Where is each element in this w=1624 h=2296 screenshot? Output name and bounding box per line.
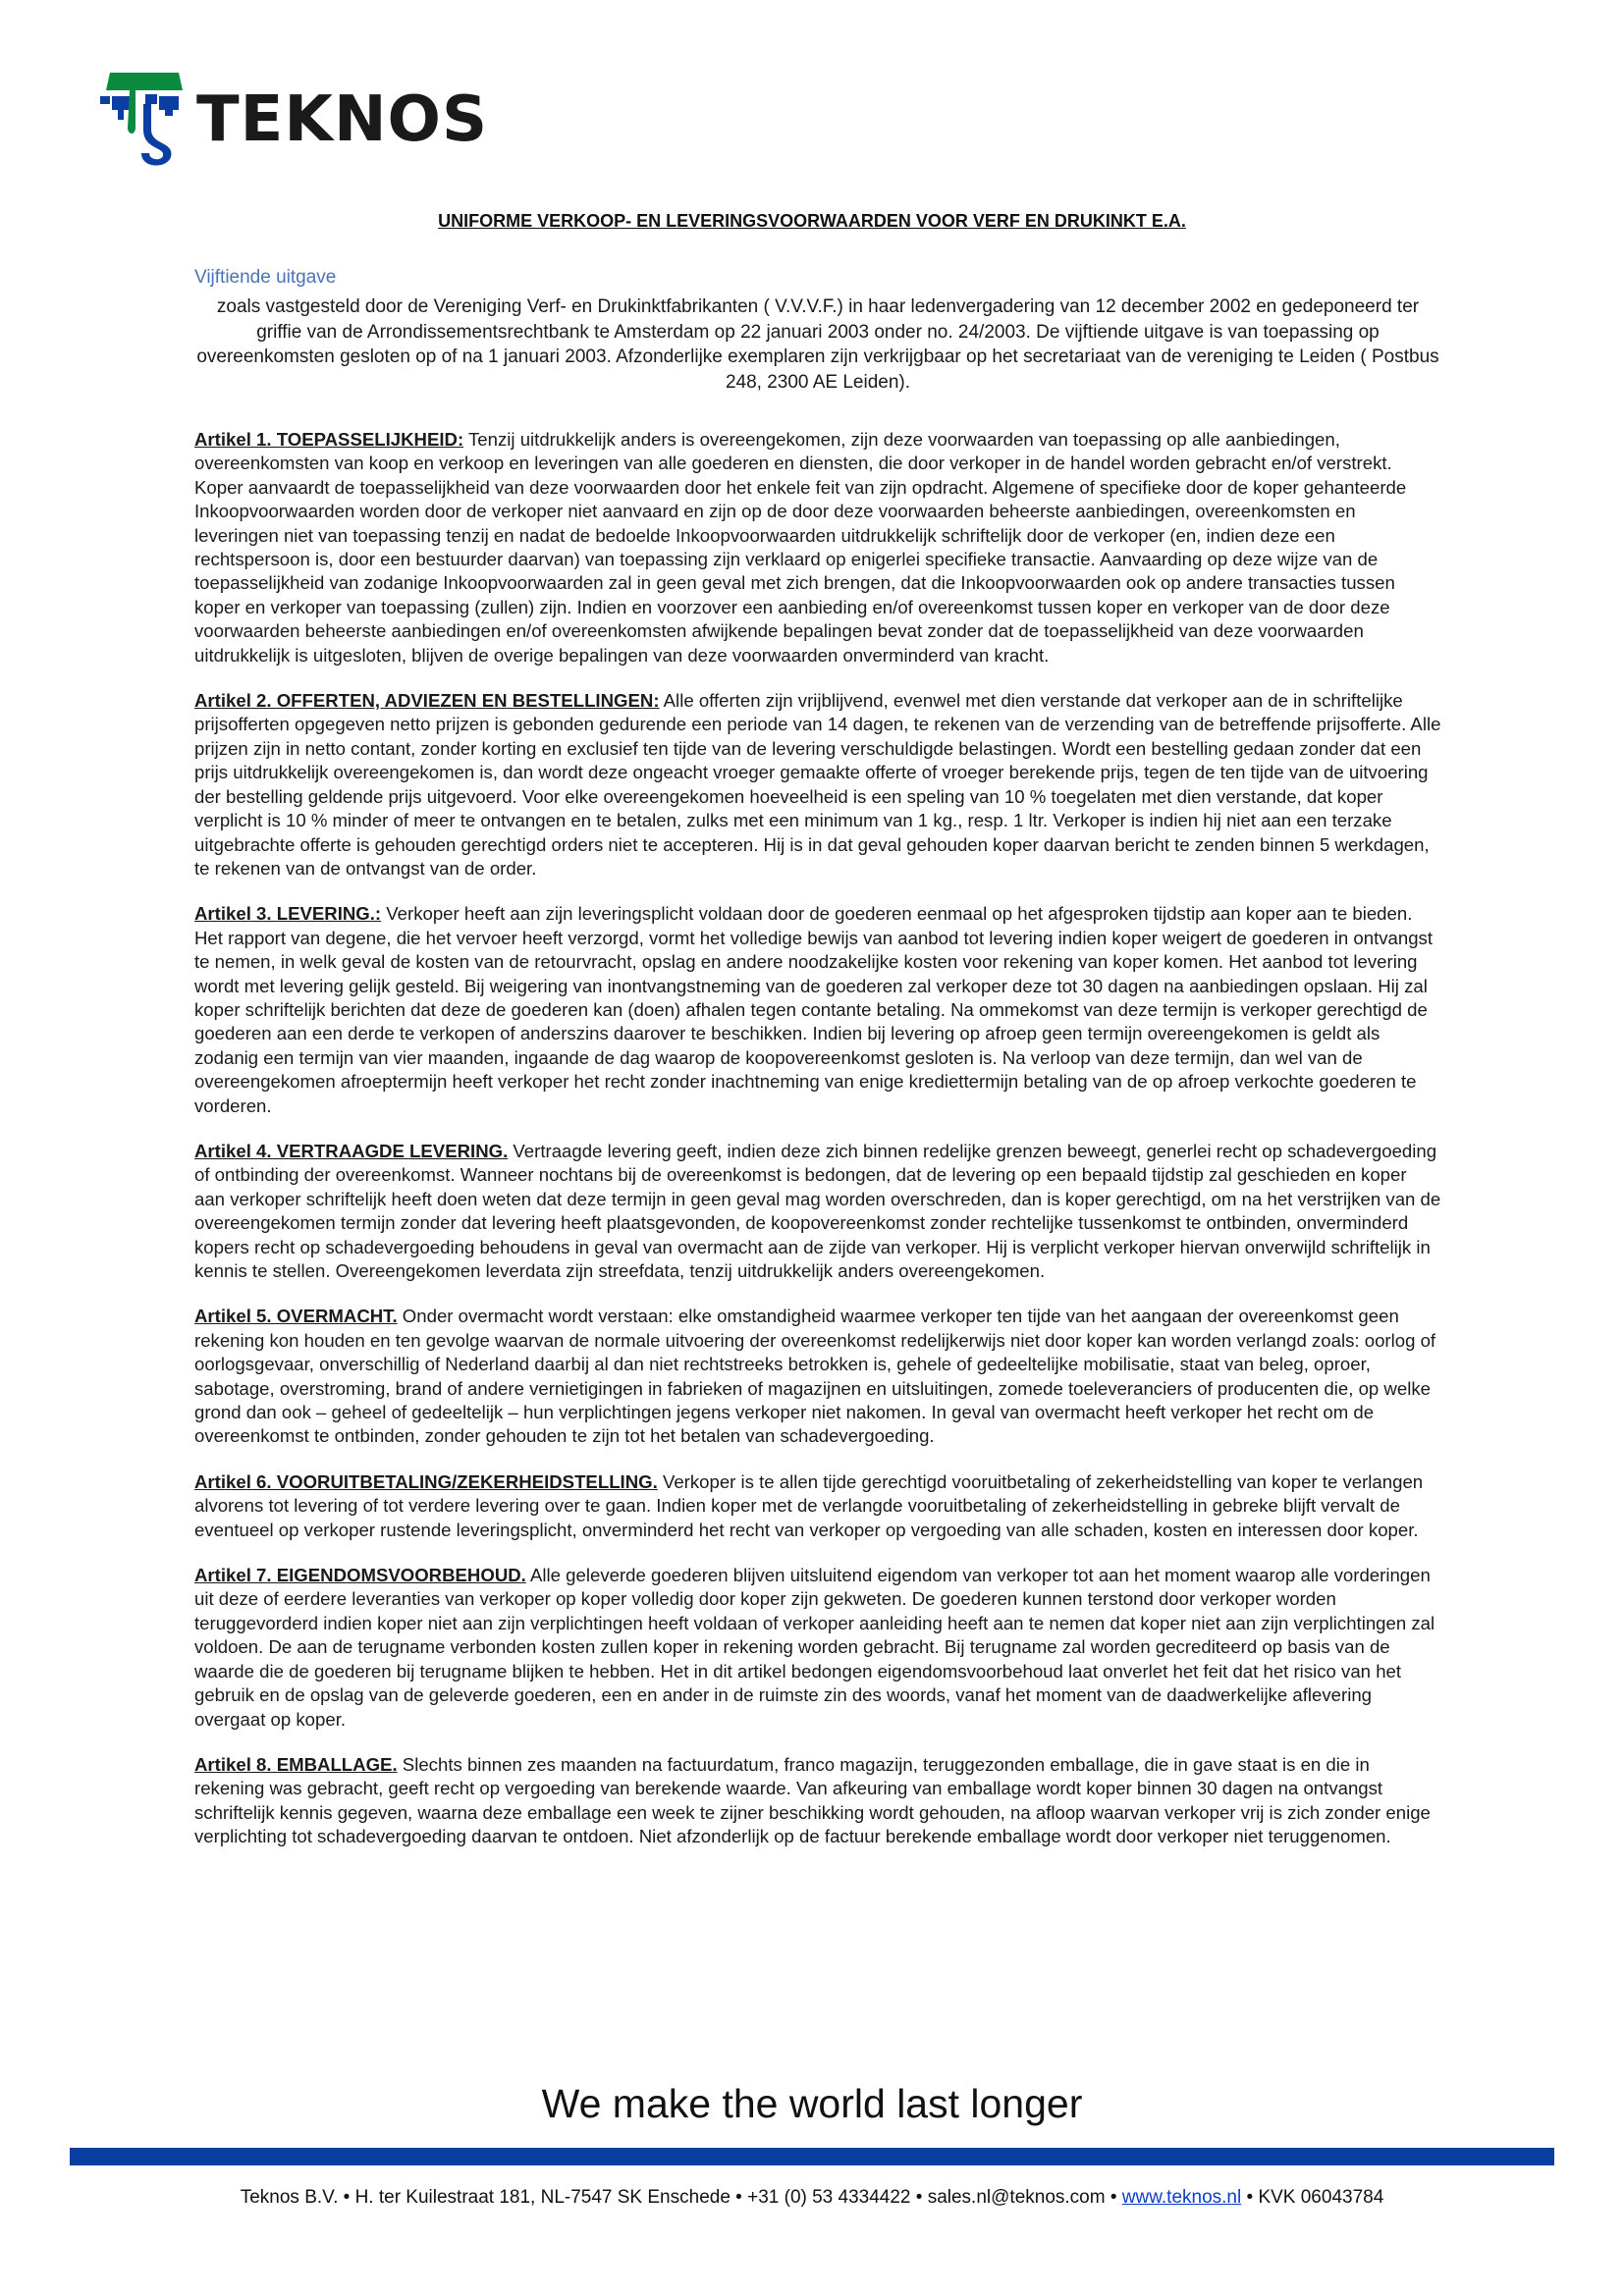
teknos-logo [100,71,489,169]
article-heading: Artikel 5. OVERMACHT. [194,1306,398,1327]
article-2 [194,689,1441,881]
article-heading: Artikel 4. VERTRAAGDE LEVERING. [194,1140,509,1161]
edition-label: Vijftiende uitgave [194,267,337,288]
article-body: Alle geleverde goederen blijven uitsluitend eigendom van verkoper tot aan het moment waarop alle vorderingen uit deze of eerdere leveranties van verkoper op koper volledig door koper zijn gekweten. De goederen kunnen terstond door verkoper worden teruggevorderd indien koper niet aan zijn verplichtingen heeft voldaan of verkoper aanleiding heeft aan te nemen dat koper niet aan zijn verplichtingen zal voldoen. De aan de terugname verbonden kosten zullen koper in rekening worden gebracht. Bij terugname zal worden gecrediteerd op basis van de waarde die de goederen bij terugname blijken te hebben. Het in dit artikel bedongen eigendomsvoorbehoud laat onverlet het feit dat het risico van het gebruik en de opslag van de geleverde goederen, een en ander in de ruimste zin des woords, vanaf het moment van de daadwerkelijke aflevering overgaat op koper. [194,1565,1435,1730]
brand-name: TEKNOS [196,83,489,156]
article-body: Verkoper heeft aan zijn leveringsplicht voldaan door de goederen eenmaal op het afgesproken tijdstip aan koper aan te bieden. Het rapport van degene, die het vervoer heeft verzorgd, vormt het volledige bewijs van aanbod tot levering indien koper weigert de goederen in ontvangst te nemen, in welk geval de kosten van de retourvracht, opslag en andere noodzakelijke kosten voor rekening van koper komen. Het aanbod tot levering wordt met levering gelijk gesteld. Bij weigering van inontvangstneming van de goederen zal verkoper deze tot 30 dagen na aanbiedingen opslaan. Hij zal koper schriftelijk berichten dat deze de goederen kan (doen) afhalen tegen contante betaling. Na ommekomst van deze termijn is verkoper gerechtigd de goederen aan een derde te verkopen of anderszins daarover te beschikken. Indien bij levering op afroep geen termijn overeengekomen is geldt als zodanig een termijn van vier maanden, ingaande de dag waarop de koopovereenkomst gesloten is. Na verloop van deze termijn, dan wel van de overeengekomen afroeptermijn heeft verkoper het recht zonder inachtneming van enige krediettermijn betaling van de op afroep verkochte goederen te vorderen. [194,903,1434,1116]
article-heading: Artikel 8. EMBALLAGE. [194,1753,398,1775]
footer-divider-bar [70,2148,1554,2165]
article-body: Verkoper is te allen tijde gerechtigd vooruitbetaling of zekerheidstelling van koper te verlangen alvorens tot levering of tot verdere levering over te gaan. Indien koper met de verlangde vooruitbetaling of zekerheidstelling in gebreke blijft vervalt de eventueel op verkoper rustende leveringsplicht, onverminderd het recht van verkoper op vergoeding van alle schaden, kosten en interessen door koper. [194,1470,1424,1540]
article-heading: Artikel 6. VOORUITBETALING/ZEKERHEIDSTELLING. [194,1470,658,1492]
article-8 [194,1753,1441,1849]
article-body: Alle offerten zijn vrijblijvend, evenwel met dien verstande dat verkoper aan de in schriftelijke prijsofferten opgegeven netto prijzen is gebonden gedurende een periode van 14 dagen, te rekenen van de verzending van de betreffende prijsofferte. Alle prijzen zijn in netto contant, zonder korting en exclusief ten tijde van de levering verschuldigde belastingen. Wordt een bestelling gedaan zonder dat een prijs uitdrukkelijk overeengekomen is, dan wordt deze ongeacht vroeger gemaakte offerte of vroeger berekende prijs, tegen de ten tijde van de uitvoering der bestelling geldende prijs uitgevoerd. Voor elke overeengekomen hoeveelheid is een speling van 10 % toegelaten met dien verstande, dat koper verplicht is 10 % minder of meer te ontvangen en te betalen, zulks met een minimum van 1 kg., resp. 1 ltr. Verkoper is indien hij niet aan een terzake uitgebrachte offerte is gehouden gerechtigd orders niet te accepteren. Hij is in dat geval gehouden koper daarvan bericht te zenden binnen 5 werkdagen, te rekenen van de ontvangst van de order. [194,690,1441,879]
article-3 [194,902,1441,1118]
article-6 [194,1470,1441,1542]
article-7 [194,1564,1441,1732]
article-body: Vertraagde levering geeft, indien deze zich binnen redelijke grenzen beweegt, generlei recht op schadevergoeding of ontbinding der overeenkomst. Wanneer nochtans bij de overeenkomst is bedongen, dat de levering op een bepaald tijdstip zal geschieden en koper aan verkoper schriftelijk heeft doen weten dat deze termijn in geen geval mag worden overschreden, dan is koper gerechtigd, om na het verstrijken van de overeengekomen termijn zonder dat levering heeft plaatsgevonden, de koopovereenkomst zonder rechtelijke tussenkomst te ontbinden, onverminderd kopers recht op schadevergoeding behoudens in geval van overmacht aan de zijde van verkoper. Hij is verplicht verkoper hiervan onverwijld schriftelijk in kennis te stellen. Overeengekomen leverdata zijn streefdata, tenzij uitdrukkelijk anders overeengekomen. [194,1140,1441,1281]
articles-list [194,428,1441,1871]
article-heading: Artikel 1. TOEPASSELIJKHEID: [194,429,464,450]
website-link[interactable]: www.teknos.nl [1121,2187,1242,2208]
footer-contact [0,2187,1624,2209]
article-body: Tenzij uitdrukkelijk anders is overeengekomen, zijn deze voorwaarden van toepassing op alle aanbiedingen, overeenkomsten van koop en verkoop en leveringen van alle goederen en diensten, die door verkoper in de handel worden gebracht en/of verstrekt. Koper aanvaardt de toepasselijkheid van deze voorwaarden door het enkele feit van zijn opdracht. Algemene of specifieke door de koper gehanteerde Inkoopvoorwaarden worden door de verkoper niet aanvaard en zijn op de door deze voorwaarden beheerste aanbiedingen, overeenkomsten en leveringen niet van toepassing tenzij en nadat de bedoelde Inkoopvoorwaarden uitdrukkelijk schriftelijk door de verkoper (en, indien deze een rechtspersoon is, door een bestuurder daarvan) van toepassing zijn verklaard op enigerlei specifieke transactie. Aanvaarding op deze wijze van de toepasselijkheid van zodanige Inkoopvoorwaarden zal in geen geval met zich brengen, dat die Inkoopvoorwaarden ook op andere transacties tussen koper en verkoper van toepassing (zullen) zijn. Indien en voorzover een aanbieding en/of overeenkomst tussen koper en verkoper van de door deze voorwaarden beheerste aanbiedingen en/of overeenkomsten afwijkende bepalingen bevat zonder dat de toepasselijkheid van deze voorwaarden uitdrukkelijk is uitgesloten, blijven de overige bepalingen van deze voorwaarden onverminderd van kracht. [194,429,1407,666]
document-title: UNIFORME VERKOOP- EN LEVERINGSVOORWAARDEN VOOR VERF EN DRUKINKT E.A. [438,211,1186,231]
article-heading: Artikel 7. EIGENDOMSVOORBEHOUD. [194,1565,526,1586]
article-1 [194,428,1441,667]
footer-company-info: Teknos B.V. • H. ter Kuilestraat 181, NL-7547 SK Enschede • +31 (0) 53 4334422 • sales.nl@teknos.com • [240,2187,1122,2208]
article-5 [194,1305,1441,1448]
article-body: Slechts binnen zes maanden na factuurdatum, franco magazijn, teruggezonden emballage, die in gave staat is en die in rekening was gebracht, geeft recht op vergoeding van berekende waarde. Van afkeuring van emballage wordt koper binnen 30 dagen na ontvangst schriftelijk kennis gegeven, waarna deze emballage een week te zijner beschikking wordt gehouden, na afloop waarvan verkoper vrij is zich zonder enige verplichting tot schadevergoeding daarvan te ontdoen. Niet afzonderlijk op de factuur berekende emballage wordt door verkoper niet teruggenomen. [194,1753,1431,1847]
slogan: We make the world last longer [541,2081,1083,2126]
footer-kvk: • KVK 06043784 [1241,2187,1384,2208]
intro-paragraph: zoals vastgesteld door de Vereniging Verf- en Drukinktfabrikanten ( V.V.V.F.) in haar ledenvergadering van 12 december 2002 en gedeponeerd ter griffie van de Arrondissementsrechtbank te Amsterdam op 22 januari 2003 onder no. 24/2003. De vijftiende uitgave is van toepassing op overeenkomsten gesloten op of na 1 januari 2003. Afzonderlijke exemplaren zijn verkrijgbaar op het secretariaat van de vereniging te Leiden ( Postbus 248, 2300 AE Leiden). [196,296,1439,393]
paint-can-icon [100,71,189,169]
article-heading: Artikel 3. LEVERING.: [194,903,382,925]
article-body: Onder overmacht wordt verstaan: elke omstandigheid waarmee verkoper ten tijde van het aangaan der overeenkomst geen rekening kon houden en ten gevolge waarvan de normale uitvoering der overeenkomst redelijkerwijs niet door koper kan worden verlangd zoals: oorlog of oorlogsgevaar, onverschillig of Nederland daarbij al dan niet rechtstreeks betrokken is, gehele of gedeeltelijke mobilisatie, staat van beleg, oproer, sabotage, overstroming, brand of andere vernietigingen in fabrieken of magazijnen en uitsluitingen, zomede toeleveranciers of producenten die, op welke grond dan ook – geheel of gedeeltelijk – hun verplichtingen jegens verkoper niet nakomen. In geval van overmacht heeft verkoper het recht om de overeenkomst te ontbinden, zonder gehouden te zijn tot het betalen van schadevergoeding. [194,1306,1436,1447]
article-4 [194,1140,1441,1283]
article-heading: Artikel 2. OFFERTEN, ADVIEZEN EN BESTELLINGEN: [194,690,660,712]
